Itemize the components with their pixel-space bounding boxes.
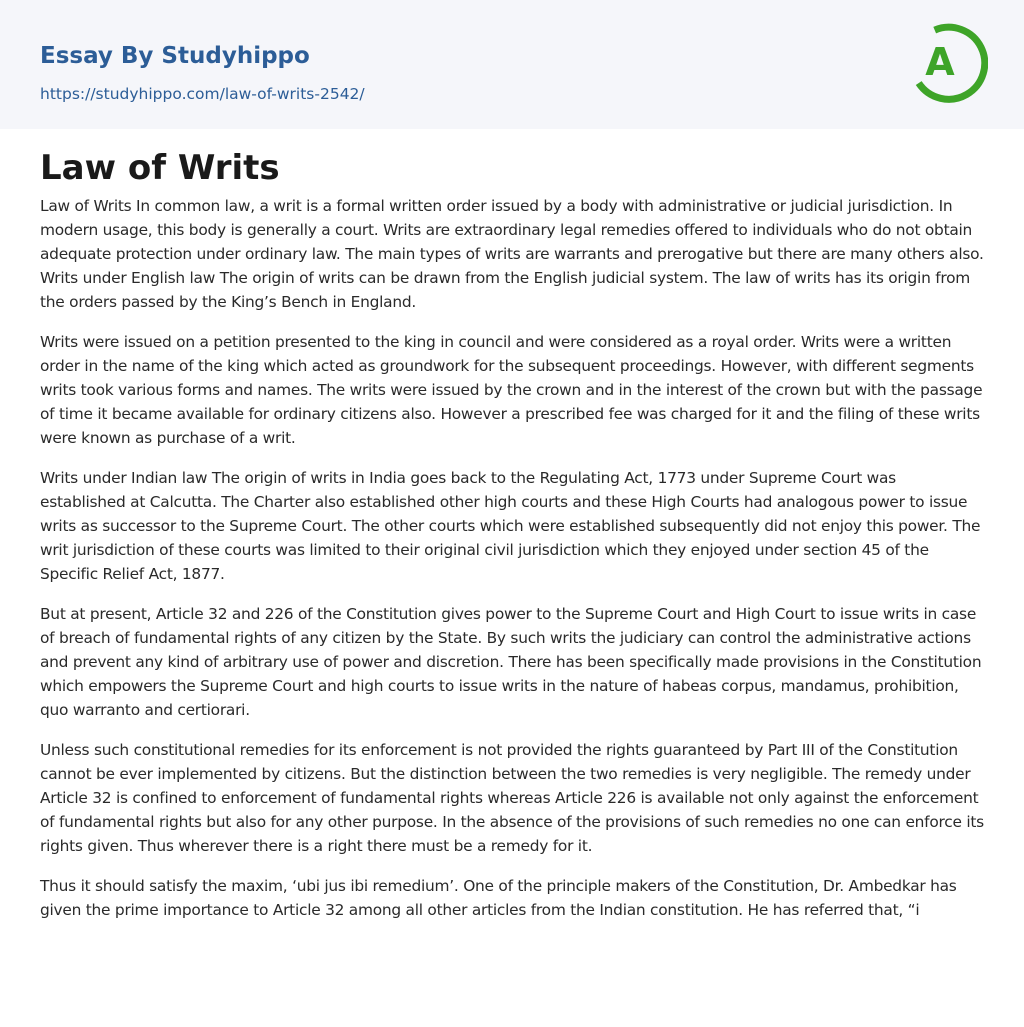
article-title: Law of Writs: [40, 148, 280, 188]
article-paragraph: Writs were issued on a petition presented to the king in council and were considered as a royal order. Writs were a written order in the name of the king which acted as groundwork for the subsequent proceedings. However, with different segments writs took various forms and names. The writs were issued by the crown and in the interest of the crown but with the passage of time it became available for ordinary citizens also. However a prescribed fee was charged for it and the filing of these writs were known as purchase of a writ.: [40, 333, 983, 447]
source-url-link[interactable]: https://studyhippo.com/law-of-writs-2542/: [40, 85, 365, 103]
article-body: [40, 194, 985, 938]
studyhippo-logo-icon[interactable]: [912, 18, 988, 106]
logo-letter: A: [925, 40, 955, 84]
article-paragraph: Thus it should satisfy the maxim, ‘ubi jus ibi remedium’. One of the principle makers of the Constitution, Dr. Ambedkar has given the prime importance to Article 32 among all other articles from the Indian constitution. He has referred that, “i: [40, 877, 957, 919]
brand-title[interactable]: Essay By Studyhippo: [40, 43, 310, 69]
article-paragraph: Writs under Indian law The origin of writs in India goes back to the Regulating Act, 1773 under Supreme Court was established at Calcutta. The Charter also established other high courts and these High Courts had analogous power to issue writs as successor to the Supreme Court. The other courts which were established subsequently did not enjoy this power. The writ jurisdiction of these courts was limited to their original civil jurisdiction which they enjoyed under section 45 of the Specific Relief Act, 1877.: [40, 469, 981, 583]
site-header: [0, 0, 1024, 129]
article-paragraph: But at present, Article 32 and 226 of the Constitution gives power to the Supreme Court and High Court to issue writs in case of breach of fundamental rights of any citizen by the State. By such writs the judiciary can control the administrative actions and prevent any kind of arbitrary use of power and discretion. There has been specifically made provisions in the Constitution which empowers the Supreme Court and high courts to issue writs in the nature of habeas corpus, mandamus, prohibition, quo warranto and certiorari.: [40, 605, 982, 719]
article-paragraph: Law of Writs In common law, a writ is a formal written order issued by a body with administrative or judicial jurisdiction. In modern usage, this body is generally a court. Writs are extraordinary legal remedies offered to individuals who do not obtain adequate protection under ordinary law. The main types of writs are warrants and prerogative but there are many others also. Writs under English law The origin of writs can be drawn from the English judicial system. The law of writs has its origin from the orders passed by the King’s Bench in England.: [40, 197, 984, 311]
article-paragraph: Unless such constitutional remedies for its enforcement is not provided the rights guaranteed by Part III of the Constitution cannot be ever implemented by citizens. But the distinction between the two remedies is very negligible. The remedy under Article 32 is confined to enforcement of fundamental rights whereas Article 226 is available not only against the enforcement of fundamental rights but also for any other purpose. In the absence of the provisions of such remedies no one can enforce its rights given. Thus wherever there is a right there must be a remedy for it.: [40, 741, 984, 855]
